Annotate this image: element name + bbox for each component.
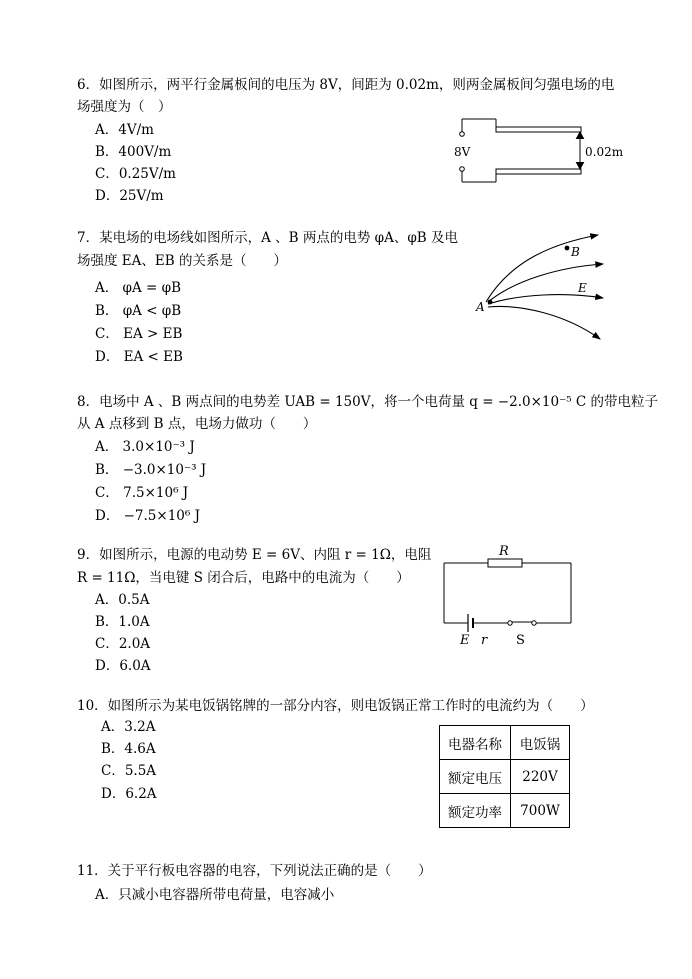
q7-option-c: C． EA > EB: [95, 326, 183, 342]
q8-option-a: A． 3.0×10⁻³ J: [95, 439, 195, 455]
table-cell: 额定功率: [440, 794, 511, 828]
q9-option-c: C．2.0A: [95, 636, 151, 652]
q9-option-b: B．1.0A: [95, 614, 150, 630]
q6-distance-label: 0.02m: [585, 145, 624, 159]
table-cell: 电器名称: [440, 726, 511, 760]
q6-stem-line1: 6．如图所示，两平行金属板间的电压为 8V，间距为 0.02m，则两金属板间匀强电场的电: [77, 77, 615, 93]
q6-option-b: B．400V/m: [95, 144, 172, 160]
q7-field-e-label: E: [578, 281, 587, 295]
q11-option-a: A．只减小电容器所带电荷量，电容减小: [95, 887, 335, 903]
q8-stem-line1: 8．电场中 A 、B 两点间的电势差 UAB = 150V，将一个电荷量 q = −2.0×10⁻⁵ C 的带电粒子: [77, 394, 659, 410]
q9-circuit-figure: [440, 540, 575, 650]
q6-stem-line2: 场强度为（ ）: [77, 99, 172, 115]
q9-emf-e-label: E: [460, 633, 470, 648]
q8-stem-line2: 从 A 点移到 B 点，电场力做功（ ）: [77, 416, 317, 432]
q8-option-d: D． −7.5×10⁶ J: [95, 508, 201, 524]
q10-option-b: B．4.6A: [101, 741, 156, 757]
q9-stem-line1: 9．如图所示，电源的电动势 E = 6V、内阻 r = 1Ω，电阻: [77, 547, 432, 563]
q10-option-a: A．3.2A: [101, 719, 156, 735]
q9-switch-s-label: S: [516, 633, 525, 648]
q7-option-b: B． φA < φB: [95, 303, 182, 319]
table-row: [440, 794, 570, 828]
q6-voltage-label: 8V: [454, 145, 471, 159]
table-row: [440, 726, 570, 760]
q7-option-a: A． φA = φB: [95, 280, 182, 296]
q8-option-b: B． −3.0×10⁻³ J: [95, 462, 207, 478]
q10-option-c: C．5.5A: [101, 763, 157, 779]
q9-resistor-r-label: R: [499, 544, 509, 559]
q7-point-b-label: B: [571, 245, 580, 259]
q7-field-lines-figure: [470, 222, 610, 347]
q9-internal-r-label: r: [481, 633, 488, 648]
q9-stem-line2: R = 11Ω，当电键 S 闭合后，电路中的电流为（ ）: [77, 570, 410, 586]
table-cell: 220V: [511, 760, 570, 794]
q6-option-d: D．25V/m: [95, 188, 164, 204]
q9-option-a: A．0.5A: [95, 592, 150, 608]
table-cell: 700W: [511, 794, 570, 828]
q6-capacitor-figure: [440, 112, 630, 192]
q10-stem-line1: 10．如图所示为某电饭锅铭牌的一部分内容，则电饭锅正常工作时的电流约为（ ）: [77, 698, 594, 714]
q6-option-a: A．4V/m: [95, 122, 154, 138]
q10-nameplate-table: [439, 725, 570, 828]
table-row: [440, 760, 570, 794]
q6-option-c: C．0.25V/m: [95, 166, 176, 182]
table-cell: 额定电压: [440, 760, 511, 794]
q11-stem-line1: 11．关于平行板电容器的电容，下列说法正确的是（ ）: [77, 863, 432, 879]
q7-stem-line2: 场强度 EA、EB 的关系是（ ）: [77, 253, 287, 269]
q7-stem-line1: 7．某电场的电场线如图所示，A 、B 两点的电势 φA、φB 及电: [77, 230, 458, 246]
table-cell: 电饭锅: [511, 726, 570, 760]
q7-point-a-label: A: [476, 300, 485, 314]
q8-option-c: C． 7.5×10⁶ J: [95, 485, 189, 501]
q7-option-d: D． EA < EB: [95, 349, 183, 365]
q9-option-d: D．6.0A: [95, 658, 151, 674]
q10-option-d: D．6.2A: [101, 786, 157, 802]
